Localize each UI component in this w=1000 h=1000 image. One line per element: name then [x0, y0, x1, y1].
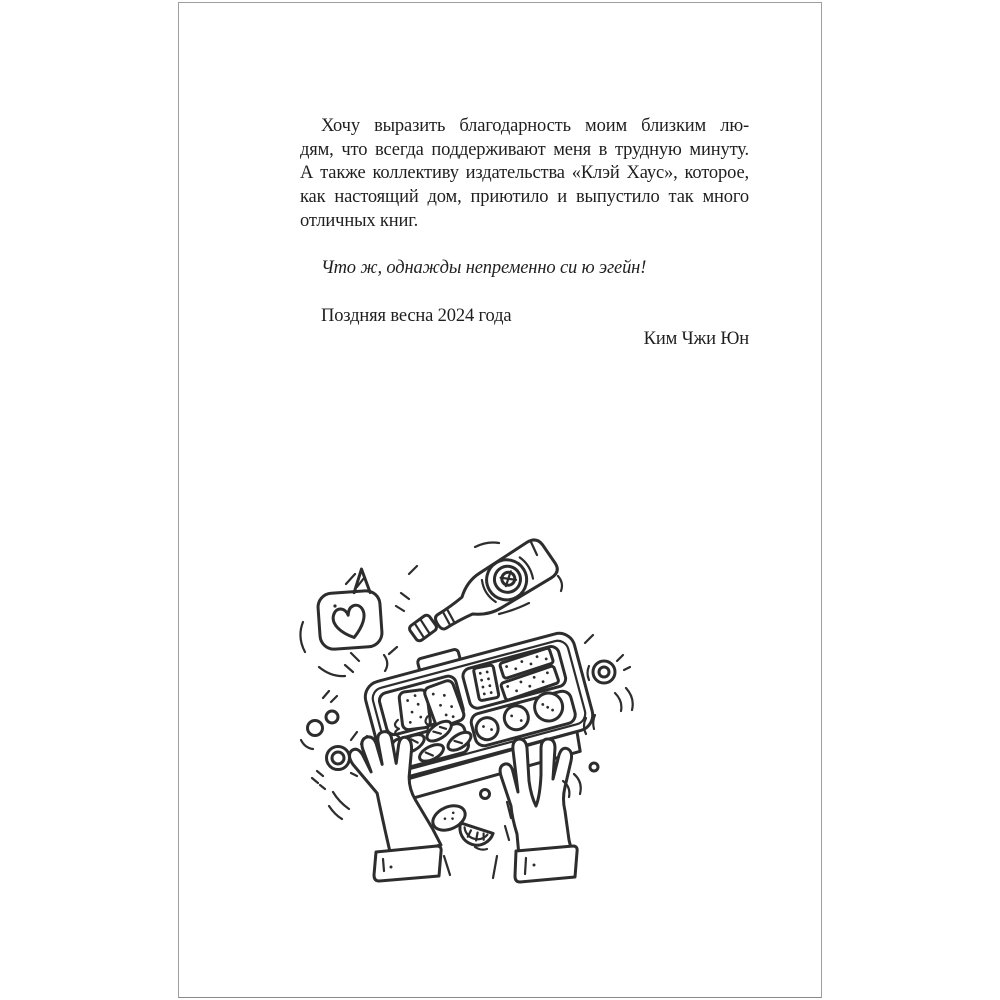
bento-illustration [279, 534, 651, 896]
right-sleeve [515, 846, 577, 882]
champagne-bottle [396, 536, 562, 643]
heart-icon [331, 603, 369, 641]
paragraph-line: отличных книг. [300, 210, 419, 231]
date-line: Поздняя весна 2024 года [321, 305, 512, 326]
lemon-wedge [456, 823, 494, 850]
paragraph-line: дям, что всегда поддерживают меня в трудную минуту. [300, 139, 749, 160]
author-name: Ким Чжи Юн [643, 329, 749, 350]
acknowledgment-text [300, 115, 749, 352]
paragraph-line: как настоящий дом, приютило и выпустило так много [300, 187, 749, 208]
heart-speech-bubble [300, 569, 387, 677]
paragraph-line: Хочу выразить благодарность моим близким лю- [321, 116, 749, 136]
paragraph-line: А также коллективу издательства «Клэй Хаус», которое, [300, 163, 749, 184]
acknowledgment-paragraph [300, 115, 749, 234]
wedge-dash [475, 847, 487, 850]
farewell-line: Что ж, однажды непременно си ю эгейн! [321, 258, 647, 279]
small-circle [481, 790, 490, 799]
book-page [178, 2, 822, 998]
cork [408, 614, 438, 643]
